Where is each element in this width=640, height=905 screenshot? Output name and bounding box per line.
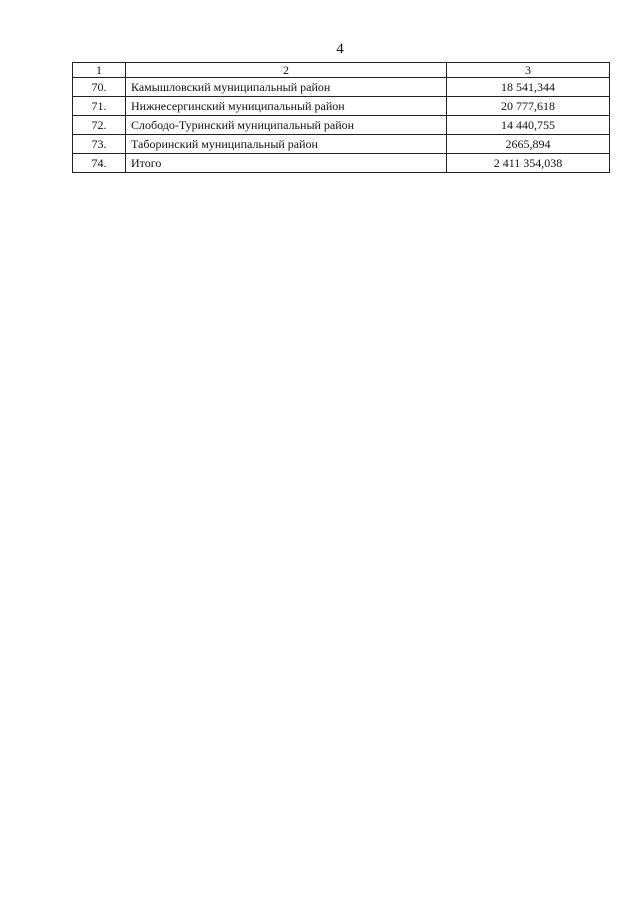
table-row [73, 135, 610, 154]
amount-value: 20 777,618 [447, 97, 610, 116]
municipality-name: Таборинский муниципальный район [126, 135, 447, 154]
budget-table [72, 62, 610, 173]
total-label: Итого [126, 154, 447, 173]
column-header-2: 2 [126, 63, 447, 78]
row-number: 70. [73, 78, 126, 97]
amount-value: 18 541,344 [447, 78, 610, 97]
table-row [73, 116, 610, 135]
row-number: 71. [73, 97, 126, 116]
municipality-name: Камышловский муниципальный район [126, 78, 447, 97]
municipality-name: Нижнесергинский муниципальный район [126, 97, 447, 116]
row-number: 72. [73, 116, 126, 135]
amount-value: 2665,894 [447, 135, 610, 154]
column-header-1: 1 [73, 63, 126, 78]
page-number: 4 [336, 41, 344, 57]
row-number: 74. [73, 154, 126, 173]
table-row [73, 97, 610, 116]
column-header-3: 3 [447, 63, 610, 78]
table-row [73, 78, 610, 97]
total-value: 2 411 354,038 [447, 154, 610, 173]
table-header-row [73, 63, 610, 78]
table-row-total [73, 154, 610, 173]
row-number: 73. [73, 135, 126, 154]
amount-value: 14 440,755 [447, 116, 610, 135]
municipality-name: Слободо-Туринский муниципальный район [126, 116, 447, 135]
